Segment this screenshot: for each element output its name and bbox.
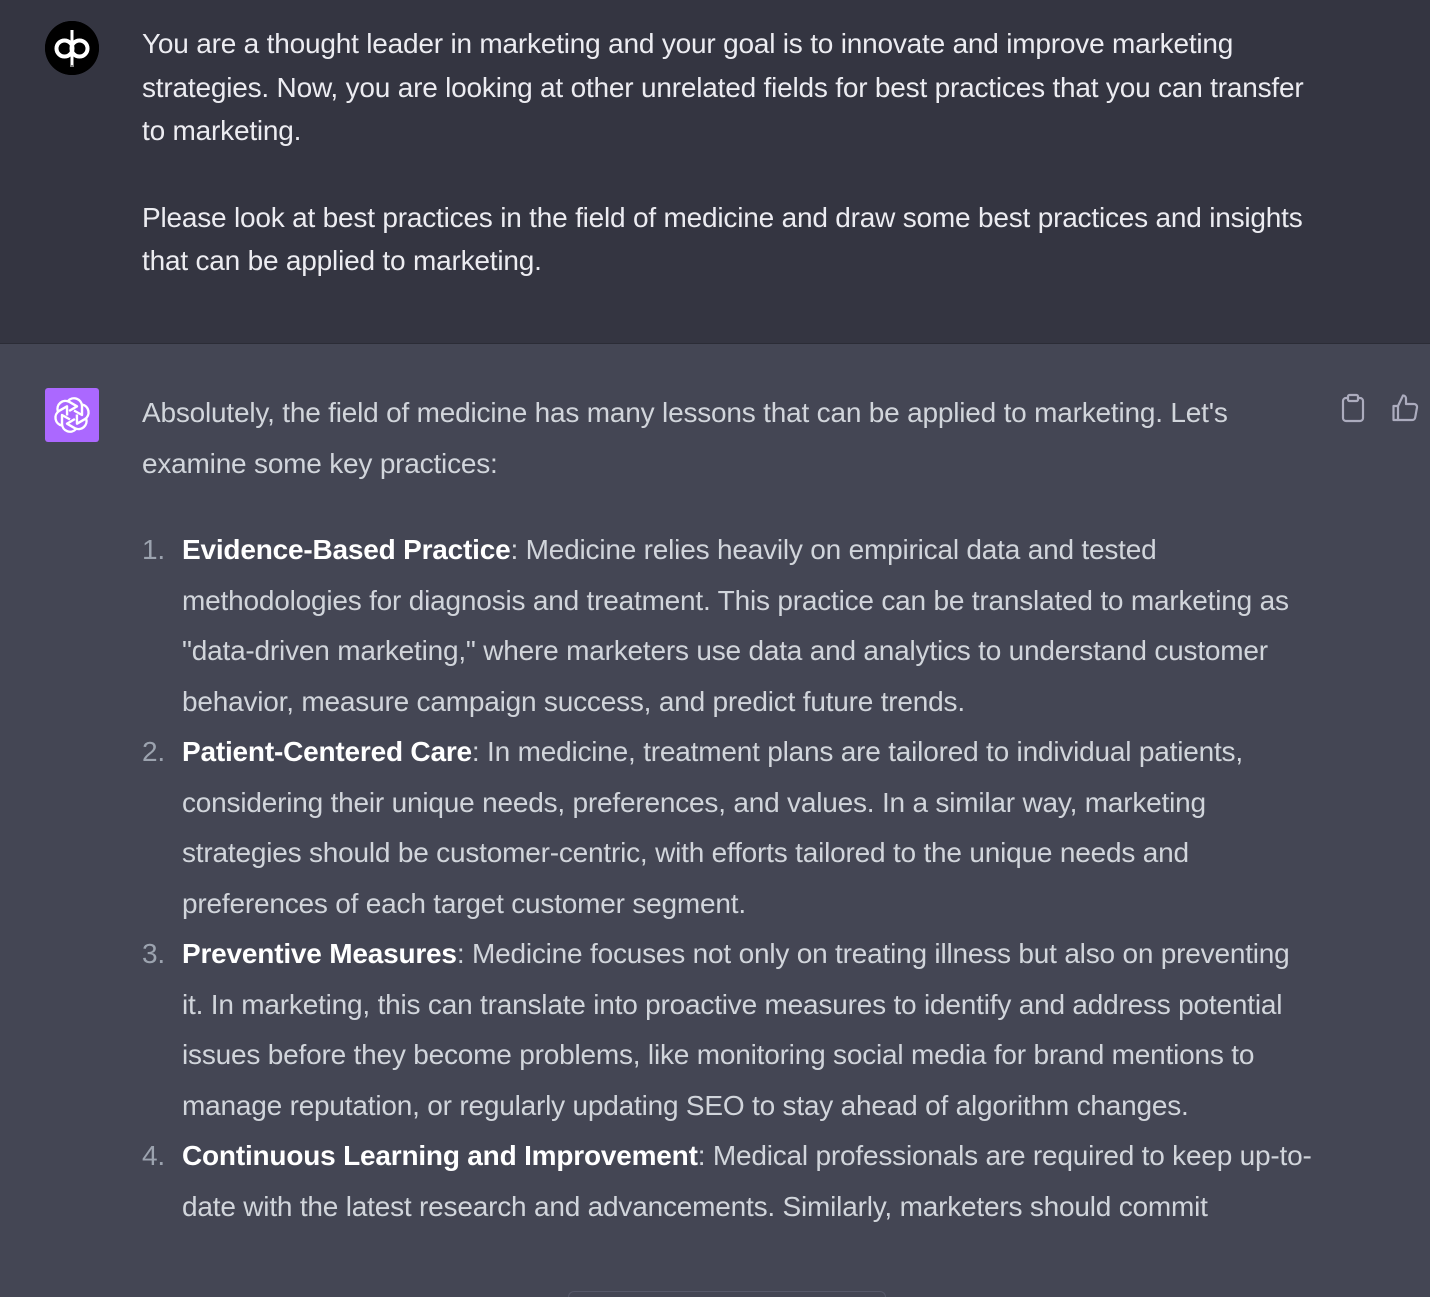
thumbs-up-icon[interactable] — [1390, 393, 1420, 423]
assistant-message-text — [142, 388, 1317, 1232]
list-number: 3. — [142, 938, 165, 969]
scroll-to-bottom-hint[interactable] — [568, 1291, 886, 1297]
user-message-text — [142, 22, 1312, 283]
clipboard-icon[interactable] — [1338, 393, 1368, 423]
list-item — [142, 525, 1317, 727]
list-item-body: : Medicine focuses not only on treating illness but also on preventing it. In marketing, this can translate into proactive measures to identify and address potential issues before they become problems, like monitoring social media for brand mentions to manage reputation, or regularly updating SEO to stay ahead of algorithm changes. — [182, 938, 1290, 1121]
list-item-title: Patient-Centered Care — [182, 736, 472, 767]
list-item — [142, 1131, 1317, 1232]
list-number: 4. — [142, 1140, 165, 1171]
user-avatar — [45, 21, 99, 75]
list-item-body: : In medicine, treatment plans are tailored to individual patients, considering their unique needs, preferences, and values. In a similar way, marketing strategies should be customer-centric, with efforts tailored to the unique needs and preferences of each target customer segment. — [182, 736, 1243, 919]
assistant-avatar — [45, 388, 99, 442]
user-paragraph: Please look at best practices in the field of medicine and draw some best practices and insights that can be applied to marketing. — [142, 201, 1303, 276]
user-message — [0, 0, 1430, 344]
list-item — [142, 727, 1317, 929]
practices-list — [142, 525, 1317, 1232]
message-actions — [1338, 393, 1420, 423]
assistant-intro: Absolutely, the field of medicine has many lessons that can be applied to marketing. Let's examine some key practices: — [142, 397, 1228, 479]
list-item-body: : Medicine relies heavily on empirical data and tested methodologies for diagnosis and treatment. This practice can be translated to marketing as "data-driven marketing," where marketers use data and analytics to understand customer behavior, measure campaign success, and predict future trends. — [182, 534, 1289, 717]
list-number: 1. — [142, 534, 165, 565]
list-item-title: Evidence-Based Practice — [182, 534, 511, 565]
assistant-message — [0, 345, 1430, 1296]
list-item-title: Preventive Measures — [182, 938, 457, 969]
user-logo-icon — [45, 21, 99, 75]
list-item-title: Continuous Learning and Improvement — [182, 1140, 698, 1171]
list-item — [142, 929, 1317, 1131]
openai-logo-icon — [45, 388, 99, 442]
list-number: 2. — [142, 736, 165, 767]
user-paragraph: You are a thought leader in marketing and your goal is to innovate and improve marketing strategies. Now, you are looking at other unrelated fields for best practices that you can transfer to marketing. — [142, 28, 1304, 146]
list-item-body: : Medical professionals are required to keep up-to-date with the latest research and advancements. Similarly, marketers should commit — [182, 1140, 1312, 1222]
